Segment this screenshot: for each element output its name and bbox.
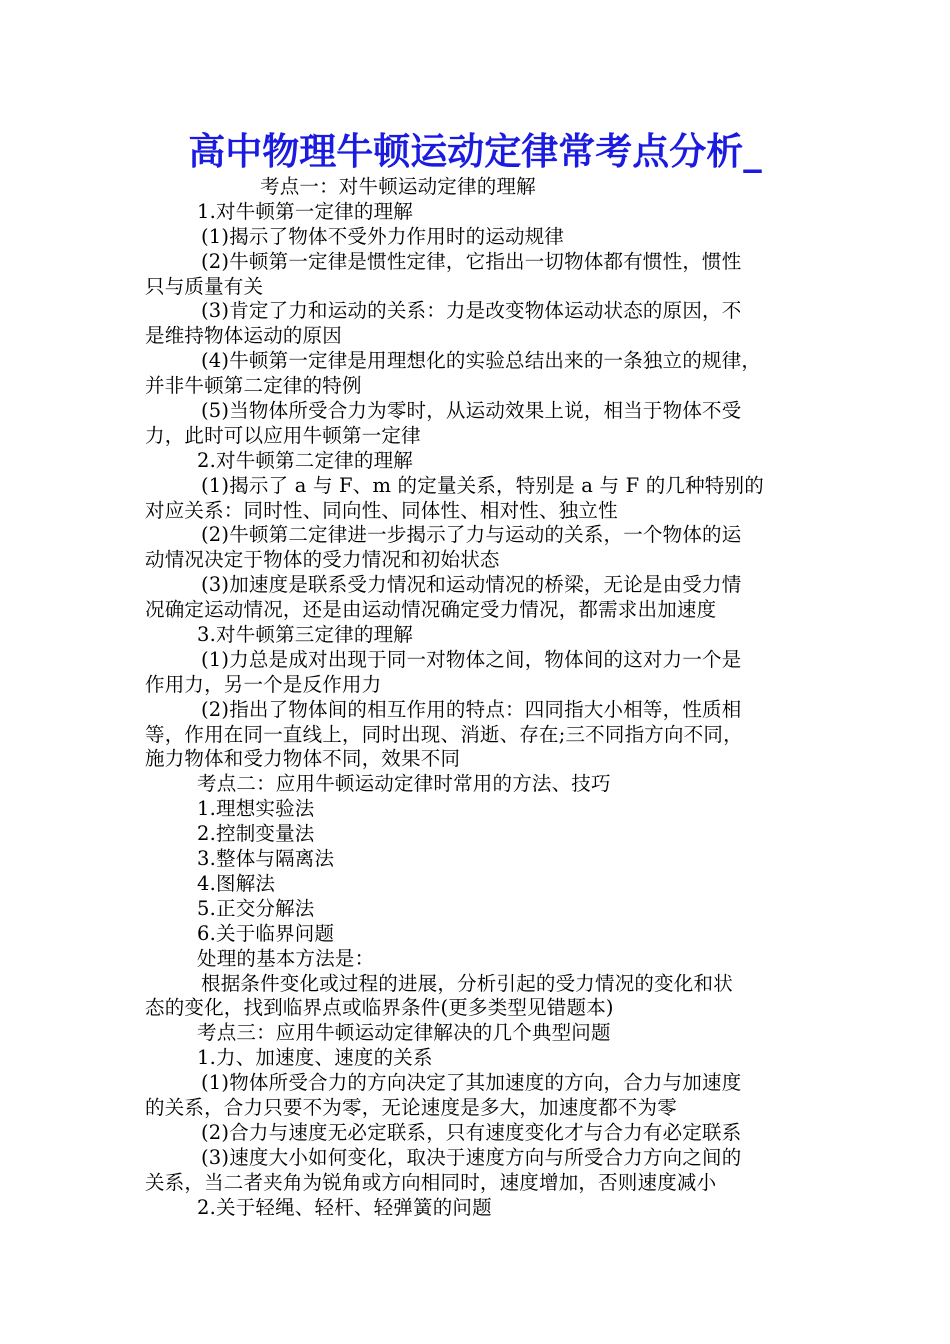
paragraph-line: 根据条件变化或过程的进展，分析引起的受力情况的变化和状 [201, 971, 733, 995]
list-item: 2.控制变量法 [197, 822, 315, 846]
list-item: 3.整体与隔离法 [197, 847, 335, 871]
document-body [145, 175, 813, 1220]
paragraph-line: 对应关系：同时性、同向性、同体性、相对性、独立性 [145, 498, 618, 522]
paragraph-line: 动情况决定于物体的受力情况和初始状态 [145, 548, 500, 572]
paragraph-line: (1)揭示了 a 与 F、m 的定量关系，特别是 a 与 F 的几种特别的 [201, 473, 764, 497]
subsection-heading: 3.对牛顿第三定律的理解 [197, 623, 414, 647]
section-heading: 考点三：应用牛顿运动定律解决的几个典型问题 [197, 1021, 611, 1045]
paragraph-line: (4)牛顿第一定律是用理想化的实验总结出来的一条独立的规律， [201, 349, 762, 373]
subsection-heading: 2.对牛顿第二定律的理解 [197, 448, 414, 472]
paragraph-line: (2)合力与速度无必定联系，只有速度变化才与合力有必定联系 [201, 1120, 742, 1144]
paragraph-line: (1)揭示了物体不受外力作用时的运动规律 [201, 224, 565, 248]
paragraph-line: (2)牛顿第一定律是惯性定律，它指出一切物体都有惯性，惯性 [201, 249, 742, 273]
paragraph-line: 只与质量有关 [145, 274, 264, 298]
paragraph-line: (3)速度大小如何变化，取决于速度方向与所受合力方向之间的 [201, 1145, 742, 1169]
subsection-heading: 2.关于轻绳、轻杆、轻弹簧的问题 [197, 1195, 492, 1219]
paragraph-line: (3)加速度是联系受力情况和运动情况的桥梁，无论是由受力情 [201, 573, 742, 597]
paragraph-line: 并非牛顿第二定律的特例 [145, 374, 362, 398]
paragraph-line: (1)物体所受合力的方向决定了其加速度的方向，合力与加速度 [201, 1071, 742, 1095]
paragraph-line: 等，作用在同一直线上，同时出现、消逝、存在;三不同指方向不同， [145, 722, 743, 746]
subsection-heading: 1.力、加速度、速度的关系 [197, 1046, 433, 1070]
paragraph-line: (2)指出了物体间的相互作用的特点：四同指大小相等，性质相 [201, 697, 742, 721]
paragraph-line: (3)肯定了力和运动的关系：力是改变物体运动状态的原因，不 [201, 299, 742, 323]
list-item: 5.正交分解法 [197, 896, 315, 920]
paragraph-line: (2)牛顿第二定律进一步揭示了力与运动的关系，一个物体的运 [201, 523, 742, 547]
document-title: 高中物理牛顿运动定律常考点分析_ [188, 130, 762, 173]
paragraph-line: 力，此时可以应用牛顿第一定律 [145, 423, 421, 447]
paragraph-line: 是维持物体运动的原因 [145, 324, 343, 348]
list-item: 4.图解法 [197, 871, 276, 895]
subsection-heading: 1.对牛顿第一定律的理解 [197, 199, 414, 223]
paragraph-line: (1)力总是成对出现于同一对物体之间，物体间的这对力一个是 [201, 647, 742, 671]
paragraph-line: (5)当物体所受合力为零时，从运动效果上说，相当于物体不受 [201, 399, 742, 423]
paragraph-line: 施力物体和受力物体不同，效果不同 [145, 747, 461, 771]
section-heading: 考点一：对牛顿运动定律的理解 [260, 175, 536, 198]
paragraph-line: 态的变化，找到临界点或临界条件(更多类型见错题本) [145, 996, 614, 1020]
paragraph-line: 作用力，另一个是反作用力 [145, 672, 382, 696]
paragraph-line: 况确定运动情况，还是由运动情况确定受力情况，都需求出加速度 [145, 598, 717, 622]
list-item: 6.关于临界问题 [197, 921, 335, 945]
list-item: 1.理想实验法 [197, 797, 315, 821]
section-heading: 考点二：应用牛顿运动定律时常用的方法、技巧 [197, 772, 611, 796]
paragraph-line: 的关系，合力只要不为零，无论速度是多大，加速度都不为零 [145, 1095, 677, 1119]
paragraph-line: 处理的基本方法是： [197, 946, 375, 970]
paragraph-line: 关系，当二者夹角为锐角或方向相同时，速度增加，否则速度减小 [145, 1170, 717, 1194]
